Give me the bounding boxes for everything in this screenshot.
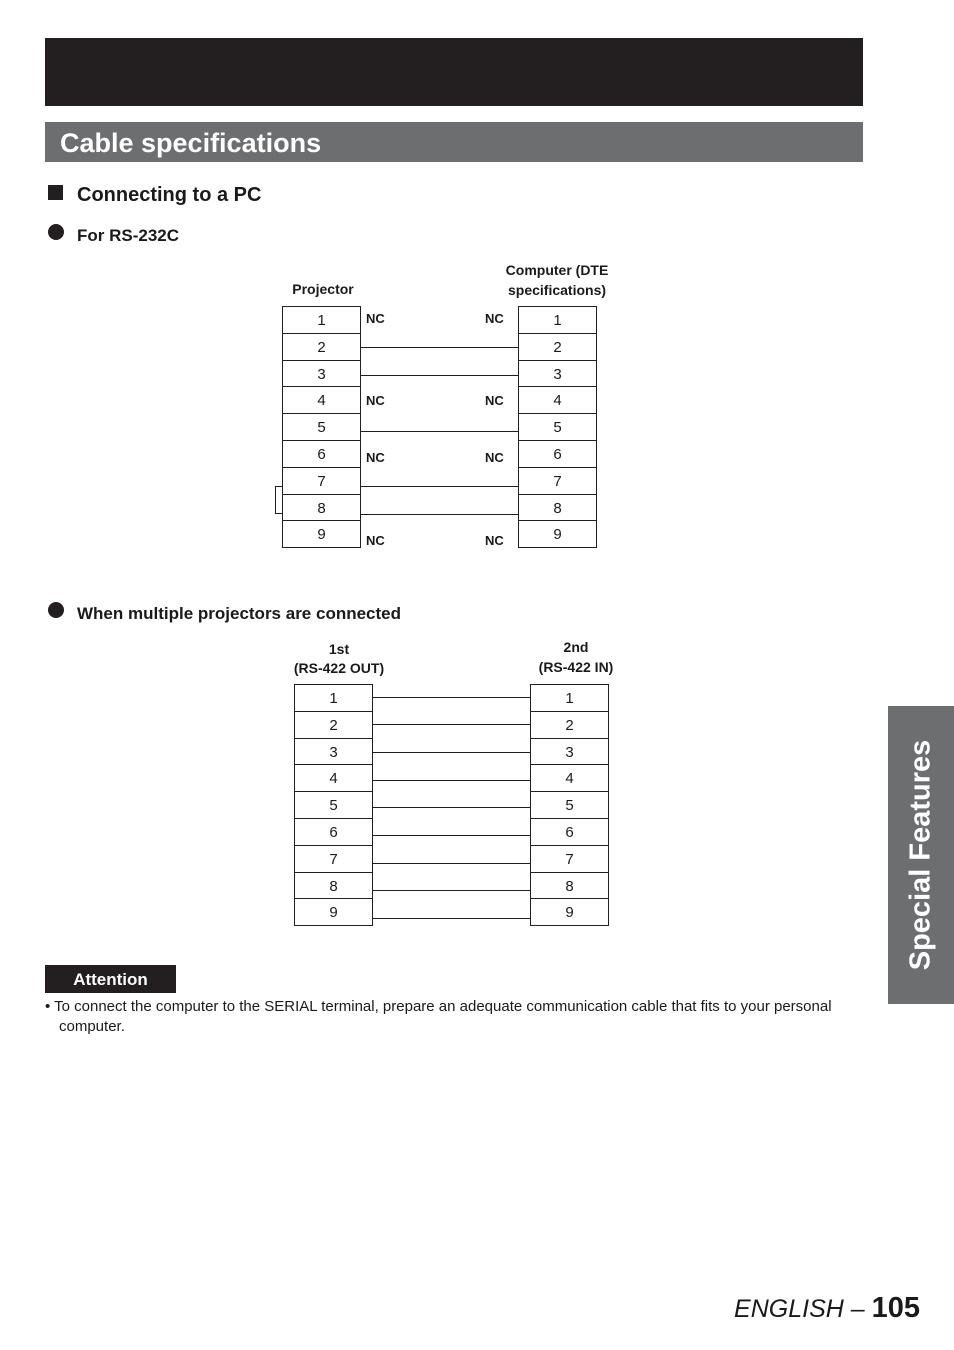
attention-badge: Attention bbox=[45, 965, 176, 993]
pin: 3 bbox=[530, 738, 609, 766]
pin: 5 bbox=[282, 413, 361, 441]
second-projector-label-line1: 2nd bbox=[563, 639, 589, 655]
pin: 8 bbox=[282, 494, 361, 522]
side-tab bbox=[888, 706, 954, 1004]
pin: 9 bbox=[518, 520, 597, 548]
wire bbox=[373, 752, 530, 753]
pin: 9 bbox=[530, 898, 609, 926]
nc-label: NC bbox=[485, 311, 504, 326]
pin: 6 bbox=[530, 818, 609, 846]
pin: 2 bbox=[294, 711, 373, 739]
footer-language: ENGLISH bbox=[734, 1295, 844, 1323]
nc-label: NC bbox=[366, 533, 385, 548]
projector-label: Projector bbox=[292, 281, 354, 297]
pin: 5 bbox=[294, 791, 373, 819]
second-projector-label-line2: (RS-422 IN) bbox=[538, 659, 614, 675]
first-projector-label-line1: 1st bbox=[328, 641, 350, 657]
pin: 6 bbox=[294, 818, 373, 846]
pin: 3 bbox=[294, 738, 373, 766]
second-pin-column bbox=[530, 684, 609, 926]
pin: 5 bbox=[518, 413, 597, 441]
pin: 2 bbox=[530, 711, 609, 739]
pin: 8 bbox=[518, 494, 597, 522]
pin: 4 bbox=[282, 386, 361, 414]
section-title: Cable specifications bbox=[45, 122, 863, 162]
pin: 4 bbox=[294, 764, 373, 792]
pin: 1 bbox=[282, 306, 361, 334]
wire bbox=[373, 918, 530, 919]
pin: 8 bbox=[294, 872, 373, 900]
first-projector-label-line2: (RS-422 OUT) bbox=[293, 660, 385, 676]
pin: 7 bbox=[530, 845, 609, 873]
pin: 7 bbox=[294, 845, 373, 873]
wire bbox=[373, 890, 530, 891]
pin: 9 bbox=[282, 520, 361, 548]
pin: 8 bbox=[530, 872, 609, 900]
wire bbox=[373, 780, 530, 781]
pin: 2 bbox=[282, 333, 361, 361]
pin: 3 bbox=[282, 360, 361, 388]
rs232c-heading-text: For RS-232C bbox=[77, 226, 180, 245]
side-tab-label: Special Features bbox=[904, 739, 937, 971]
multi-heading-text: When multiple projectors are connected bbox=[77, 604, 402, 623]
wire bbox=[373, 807, 530, 808]
nc-label: NC bbox=[485, 450, 504, 465]
page-number: 105 bbox=[871, 1292, 920, 1324]
pin: 5 bbox=[530, 791, 609, 819]
pin: 1 bbox=[530, 684, 609, 712]
pin: 9 bbox=[294, 898, 373, 926]
pin: 1 bbox=[294, 684, 373, 712]
pin: 6 bbox=[282, 440, 361, 468]
nc-label: NC bbox=[485, 393, 504, 408]
attention-text: • To connect the computer to the SERIAL terminal, prepare an adequate communication cable that fits to your personal computer. bbox=[45, 998, 832, 1035]
computer-label: Computer (DTE specifications) bbox=[505, 262, 609, 298]
nc-label: NC bbox=[366, 311, 385, 326]
first-pin-column bbox=[294, 684, 373, 926]
pin: 4 bbox=[530, 764, 609, 792]
subsection-title: Connecting to a PC bbox=[77, 184, 262, 206]
wire bbox=[373, 863, 530, 864]
pin: 7 bbox=[518, 467, 597, 495]
page-footer bbox=[734, 1292, 920, 1325]
pin: 3 bbox=[518, 360, 597, 388]
wire bbox=[373, 835, 530, 836]
nc-label: NC bbox=[366, 393, 385, 408]
wire bbox=[373, 724, 530, 725]
wire bbox=[373, 697, 530, 698]
footer-separator: – bbox=[843, 1295, 872, 1323]
pin: 1 bbox=[518, 306, 597, 334]
nc-label: NC bbox=[485, 533, 504, 548]
pin: 6 bbox=[518, 440, 597, 468]
nc-label: NC bbox=[366, 450, 385, 465]
pin: 2 bbox=[518, 333, 597, 361]
pin: 4 bbox=[518, 386, 597, 414]
pin: 7 bbox=[282, 467, 361, 495]
